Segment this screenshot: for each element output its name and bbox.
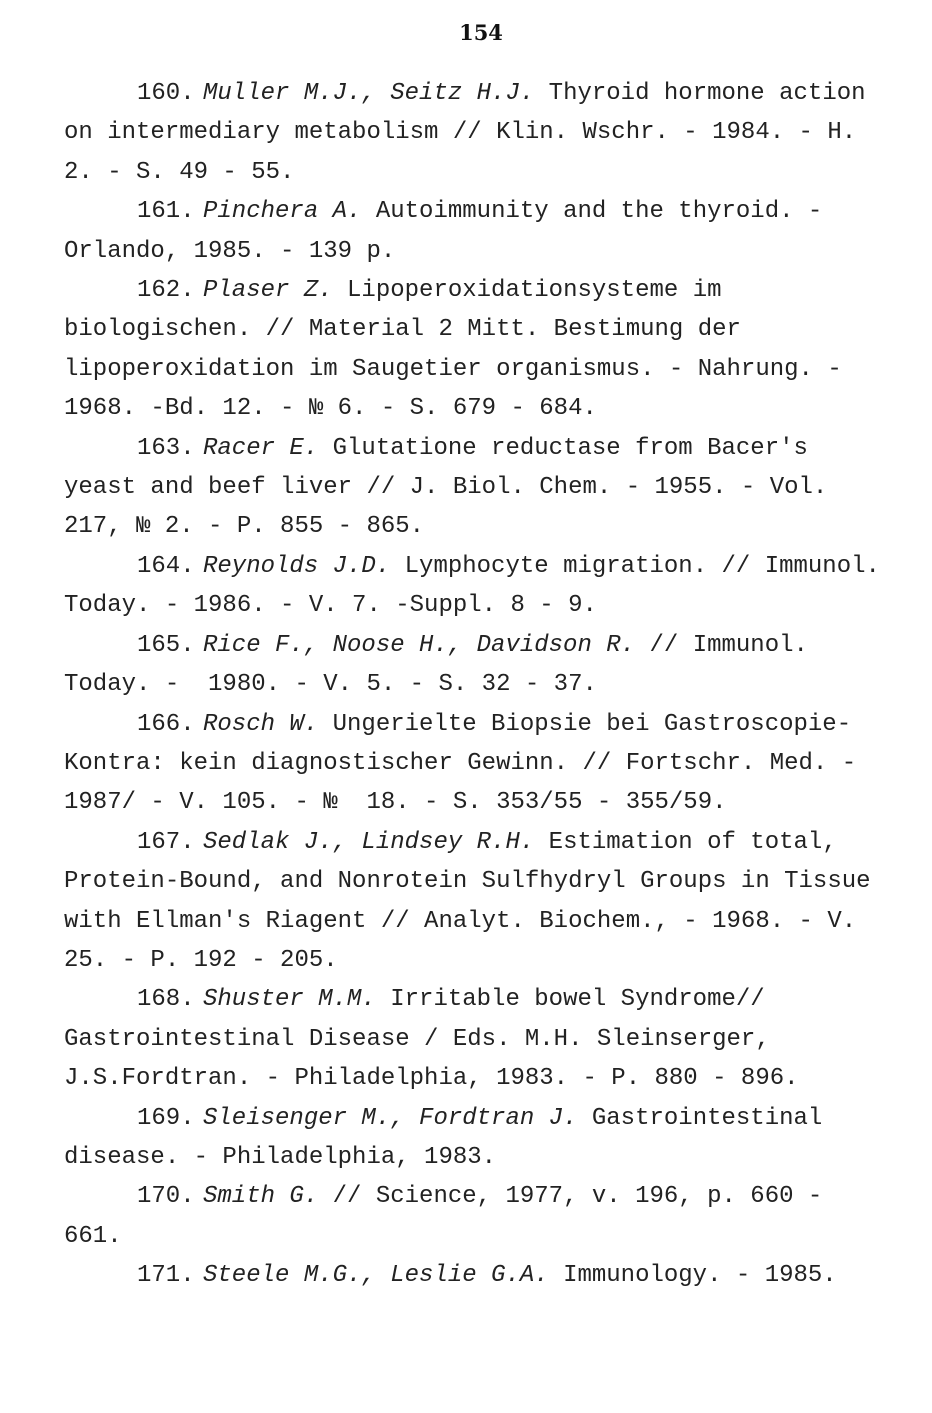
reference-text: Irritable bowel Syndrome// Gastrointestinal Disease / Eds. M.H. Sleinserger, J.S.Fordtran. - Philadelphia, 1983. - P. 880 - 896. xyxy=(64,986,799,1093)
reference-number: 171. xyxy=(137,1262,195,1290)
reference-item xyxy=(64,271,884,429)
reference-text: Thyroid hormone action on intermediary metabolism // Klin. Wschr. - 1984. - H. 2. - S. 49 - 55. xyxy=(64,80,880,186)
reference-number: 162. xyxy=(137,277,195,305)
reference-number: 169. xyxy=(137,1104,195,1132)
reference-item xyxy=(64,823,884,981)
reference-list xyxy=(64,74,895,1296)
reference-item xyxy=(64,192,884,271)
reference-item xyxy=(64,547,895,626)
reference-number: 166. xyxy=(137,710,195,738)
reference-text: Estimation of total, Protein-Bound, and Nonrotein Sulfhydryl Groups in Tissue with Ellman's Riagent // Analyt. Biochem., - 1968. - V. 25. - P. 192 - 205. xyxy=(64,828,885,974)
reference-number: 163. xyxy=(137,434,195,462)
reference-text: Lymphocyte migration. // Immunol. Today. - 1986. - V. 7. -Suppl. 8 - 9. xyxy=(64,552,895,620)
reference-authors: Shuster M.M. xyxy=(203,986,376,1014)
reference-authors: Sedlak J., Lindsey R.H. xyxy=(203,828,535,856)
reference-text: Autoimmunity and the thyroid. - Orlando, 1985. - 139 p. xyxy=(64,198,837,265)
reference-number: 167. xyxy=(137,828,195,856)
reference-text: Immunology. - 1985. xyxy=(563,1262,837,1290)
reference-text: Gastrointestinal disease. - Philadelphia, 1983. xyxy=(64,1104,837,1171)
reference-item xyxy=(64,626,884,705)
reference-item xyxy=(64,1099,884,1178)
reference-number: 160. xyxy=(137,80,195,107)
reference-item xyxy=(64,74,884,192)
reference-text: Lipoperoxidationsysteme im biologischen. // Material 2 Mitt. Bestimung der lipoperoxidation im Saugetier organismus. - Nahrung. - 1968. -Bd. 12. - № 6. - S. 679 - 684. xyxy=(64,277,857,423)
reference-authors: Rosch W. xyxy=(203,710,319,738)
reference-number: 170. xyxy=(137,1183,195,1211)
reference-authors: Reynolds J.D. xyxy=(203,552,391,580)
reference-number: 161. xyxy=(137,198,195,226)
reference-item xyxy=(64,705,884,823)
reference-authors: Plaser Z. xyxy=(203,277,333,305)
reference-number: 165. xyxy=(137,631,195,659)
reference-text: Glutatione reductase from Bacer's yeast and beef liver // J. Biol. Chem. - 1955. - Vol. 217, № 2. - P. 855 - 865. xyxy=(64,434,842,541)
reference-authors: Racer E. xyxy=(203,434,319,462)
reference-text: // Science, 1977, v. 196, p. 660 - 661. xyxy=(64,1183,837,1250)
reference-authors: Muller M.J., Seitz H.J. xyxy=(203,80,535,107)
reference-text: // Immunol. Today. - 1980. - V. 5. - S. 32 - 37. xyxy=(64,631,823,699)
page-number: 154 xyxy=(459,20,503,45)
reference-item xyxy=(64,429,884,547)
reference-item xyxy=(64,1256,884,1295)
reference-number: 164. xyxy=(137,552,195,580)
reference-item xyxy=(64,1177,884,1256)
reference-authors: Sleisenger M., Fordtran J. xyxy=(203,1104,578,1132)
reference-number: 168. xyxy=(137,986,195,1014)
reference-authors: Pinchera A. xyxy=(203,198,362,226)
reference-authors: Rice F., Noose H., Davidson R. xyxy=(203,631,636,659)
reference-text: Ungerielte Biopsie bei Gastroscopie-Kontra: kein diagnostischer Gewinn. // Fortschr. Med. - 1987/ - V. 105. - № 18. - S. 353/55 - 355/59. xyxy=(64,710,871,817)
reference-item xyxy=(64,980,884,1098)
reference-authors: Smith G. xyxy=(203,1183,319,1211)
reference-authors: Steele M.G., Leslie G.A. xyxy=(203,1262,549,1290)
